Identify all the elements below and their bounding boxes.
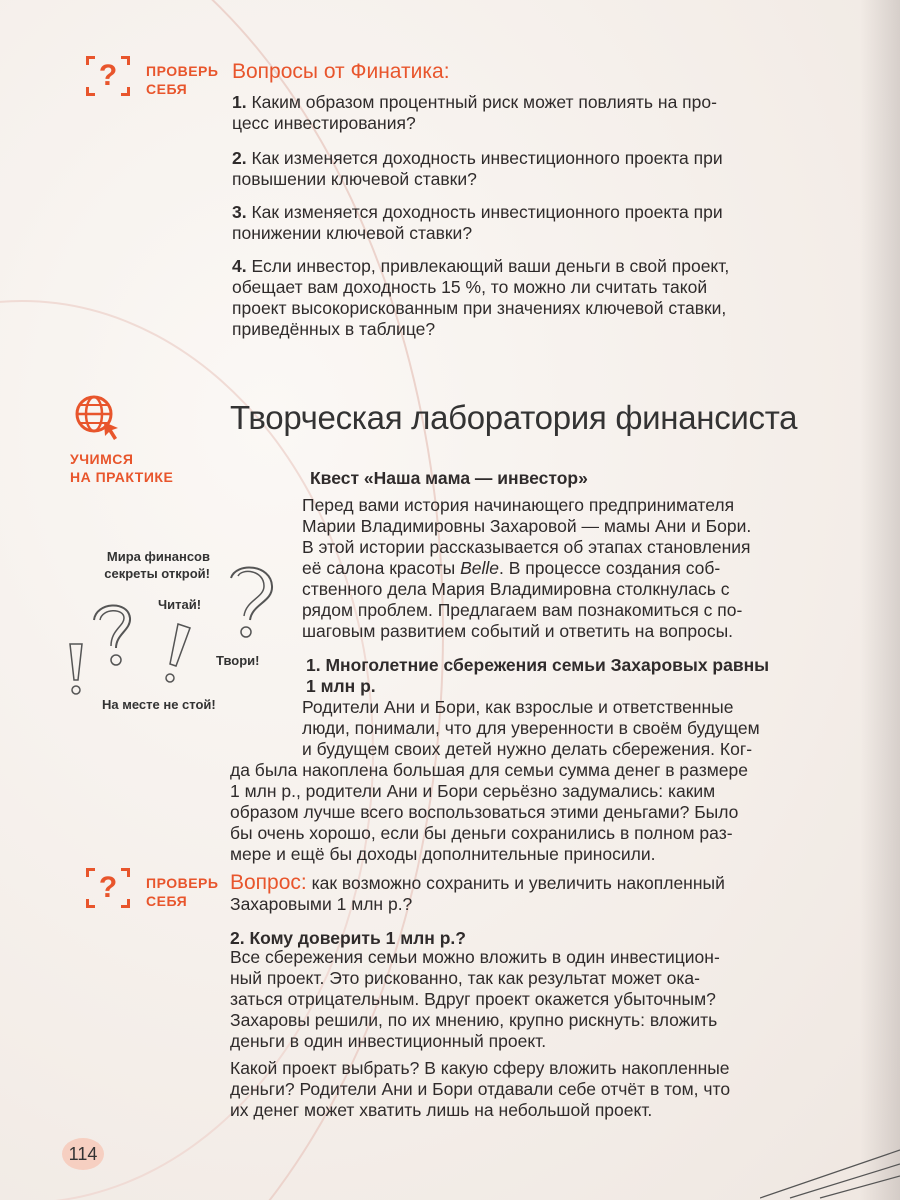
question-4: 4. Если инвестор, привлекающий ваши деньги в свой проект, обещает вам доходность 15 %, то можно ли считать такой проект высокорискованным при значениях ключевой ставки, приведённых в таблице? [232, 256, 730, 339]
slogan-text: Мира финансов секреты открой! [104, 549, 210, 581]
question-mark-icon: ? [98, 59, 118, 92]
slogan-create: Твори! [216, 653, 260, 668]
question-3: 3. Как изменяется доходность инвестиционного проекта при понижении ключевой ставки? [232, 202, 723, 243]
step-2-title: 2. Кому доверить 1 млн р.? [230, 928, 466, 948]
question-1: 1. Каким образом процентный риск может повлиять на про- цесс инвестирования? [232, 92, 717, 133]
question-mark-icon: ? [98, 871, 118, 904]
question-block: Вопрос: как возможно сохранить и увеличить накопленный Захаровыми 1 млн р.? [230, 871, 725, 914]
check-yourself-label: ПРОВЕРЬ СЕБЯ [146, 875, 219, 909]
step-2-text-b: Какой проект выбрать? В какую сферу вложить накопленные деньги? Родители Ани и Бори отдавали себе отчёт в том, что их денег может хватить лишь на небольшой проект. [230, 1058, 731, 1120]
step-1-text: да была накоплена большая для семьи сумма денег в размере 1 млн р., родители Ани и Бори серьёзно задумались: каким образом лучше всего воспользоваться этими деньгами? Было бы очень хорошо, если бы деньги сохранились в полном раз- мере и ещё бы доходы дополнительные приносили. [230, 760, 748, 864]
question-label: Вопрос: [230, 871, 307, 894]
decorative-corner-lines [760, 1140, 900, 1200]
page-number: 114 [62, 1138, 104, 1170]
step-1-text-indented: Родители Ани и Бори, как взрослые и ответственные люди, понимали, что для уверенности в своём будущем и будущем своих детей нужно делать сбережения. Ког- [302, 697, 760, 759]
doodle-question-marks-icon [66, 556, 286, 696]
check-yourself-label: ПРОВЕРЬ СЕБЯ [146, 63, 219, 97]
slogan-dont-stand-still: На месте не стой! [102, 697, 216, 712]
globe-cursor-icon [70, 392, 126, 444]
quest-title: Квест «Наша мама — инвестор» [310, 468, 588, 488]
question-2: 2. Как изменяется доходность инвестиционного проекта при повышении ключевой ставки? [232, 148, 723, 189]
quest-intro: Перед вами история начинающего предпринимателя Марии Владимировны Захаровой — мамы Ани и Бори. В этой истории рассказывается об этапах становления её салона красоты Belle. В процессе создания соб- ственного дела Мария Владимировна столкнулась с рядом проблем. Предлагаем вам познакомиться с по- шаговым развитием событий и ответить на вопросы. [302, 495, 752, 641]
check-yourself-icon [86, 868, 130, 908]
page-title: Творческая лаборатория финансиста [230, 399, 798, 436]
step-2-text: Все сбережения семьи можно вложить в один инвестицион- ный проект. Это рискованно, так как результат может ока- заться отрицательным. Вдруг проект окажется убыточным? Захаровы решили, по их мнению, крупно рискнуть: вложить деньги в один инвестиционный проект. [230, 947, 720, 1051]
learning-in-practice-label: УЧИМСЯ НА ПРАКТИКЕ [70, 451, 174, 485]
slogan-read: Читай! [158, 597, 202, 612]
step-1-title: 1. Многолетние сбережения семьи Захаровых равны 1 млн р. [306, 655, 770, 696]
check-yourself-icon [86, 56, 130, 96]
section-heading: Вопросы от Финатика: [232, 60, 450, 83]
